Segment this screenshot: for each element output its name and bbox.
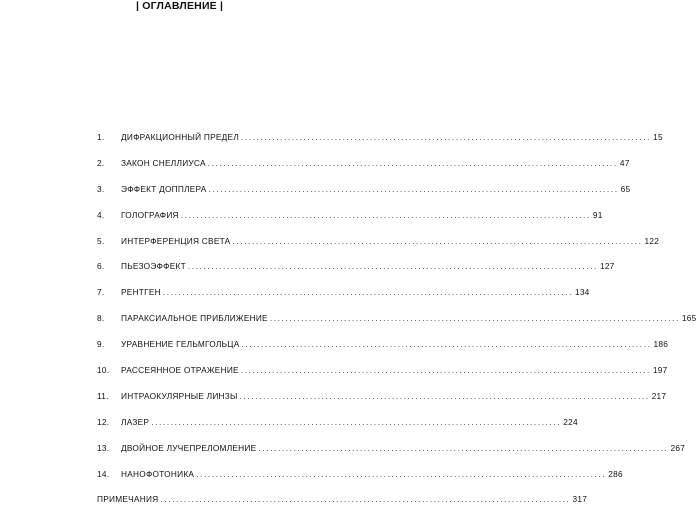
table-of-contents [97,131,696,519]
entry-number: 5. [97,235,105,246]
entry-title: ИНТРАОКУЛЯРНЫЕ ЛИНЗЫ [121,390,238,401]
entry-title: ИНТЕРФЕРЕНЦИЯ СВЕТА [121,235,231,246]
toc-entry [97,390,667,416]
toc-entry [97,131,663,157]
toc-entry [97,312,696,338]
entry-title: ЗАКОН СНЕЛЛИУСА [121,157,206,168]
toc-entry [97,468,623,494]
dot-leader: ......................................................................................................... [269,313,680,324]
entry-page-number: 165 [681,313,696,324]
entry-title: РЕНТГЕН [121,287,161,298]
entry-number: 4. [97,209,105,220]
toc-entry [97,157,630,183]
entry-page-number: 186 [653,339,669,350]
entry-title: ПРИМЕЧАНИЯ [97,494,159,505]
toc-entry [97,209,603,235]
entry-title: ПАРАКСИАЛЬНОЕ ПРИБЛИЖЕНИЕ [121,313,268,324]
entry-number: 6. [97,261,105,272]
entry-title: УРАВНЕНИЕ ГЕЛЬМГОЛЬЦА [121,339,240,350]
entry-page-number: 267 [670,442,686,453]
dot-leader: ......................................................................................................... [162,287,573,298]
entry-page-number: 47 [619,157,630,168]
entry-page-number: 65 [620,183,631,194]
toc-entry [97,416,578,442]
dot-leader: ......................................................................................................... [241,132,652,142]
entry-number: 3. [97,183,105,194]
toc-entry [97,364,668,390]
dot-leader: ......................................................................................................... [180,209,591,220]
entry-title: ГОЛОГРАФИЯ [121,209,179,220]
entry-number: 13. [97,442,110,453]
entry-title: ЭФФЕКТ ДОППЛЕРА [121,183,207,194]
dot-leader: ......................................................................................................... [207,157,618,168]
dot-leader: ......................................................................................................... [160,494,571,505]
entry-title: ДВОЙНОЕ ЛУЧЕПРЕЛОМЛЕНИЕ [121,442,257,453]
entry-page-number: 217 [651,390,667,401]
entry-title: ДИФРАКЦИОННЫЙ ПРЕДЕЛ [121,132,240,142]
entry-page-number: 286 [608,468,623,479]
entry-title: ПЬЕЗОЭФФЕКТ [121,261,186,272]
entry-number: 1. [97,132,105,142]
dot-leader: ......................................................................................................... [232,235,643,246]
dot-leader: ......................................................................................................... [258,442,669,453]
dot-leader: ......................................................................................................... [239,390,650,401]
contents-heading: | ОГЛАВЛЕНИЕ | [136,0,224,12]
dot-leader: ......................................................................................................... [151,416,562,427]
entry-page-number: 15 [653,132,663,142]
dot-leader: ......................................................................................................... [196,468,607,479]
entry-number: 10. [97,365,110,376]
toc-entry [97,442,686,468]
entry-number: 8. [97,313,105,324]
entry-number: 11. [97,390,109,401]
entry-page-number: 224 [563,416,578,427]
entry-page-number: 91 [592,209,603,220]
entry-number: 12. [97,416,110,427]
entry-number: 2. [97,157,105,168]
entry-page-number: 197 [652,365,668,376]
toc-entry-notes [97,493,588,519]
entry-number: 7. [97,287,105,298]
entry-title: НАНОФОТОНИКА [121,468,195,479]
dot-leader: ......................................................................................................... [187,261,598,272]
entry-page-number: 127 [599,261,615,272]
dot-leader: ......................................................................................................... [208,183,619,194]
entry-number: 14. [97,468,110,479]
entry-page-number: 317 [572,494,588,505]
entry-number: 9. [97,339,105,350]
dot-leader: ......................................................................................................... [240,365,651,376]
toc-entry [97,338,669,364]
entry-page-number: 122 [644,235,660,246]
toc-entry [97,286,590,312]
entry-title: РАССЕЯННОЕ ОТРАЖЕНИЕ [121,365,239,376]
entry-page-number: 134 [574,287,590,298]
entry-title: ЛАЗЕР [121,416,150,427]
toc-entry [97,260,615,286]
dot-leader: ......................................................................................................... [241,339,652,350]
toc-entry [97,183,631,209]
toc-entry [97,235,660,261]
